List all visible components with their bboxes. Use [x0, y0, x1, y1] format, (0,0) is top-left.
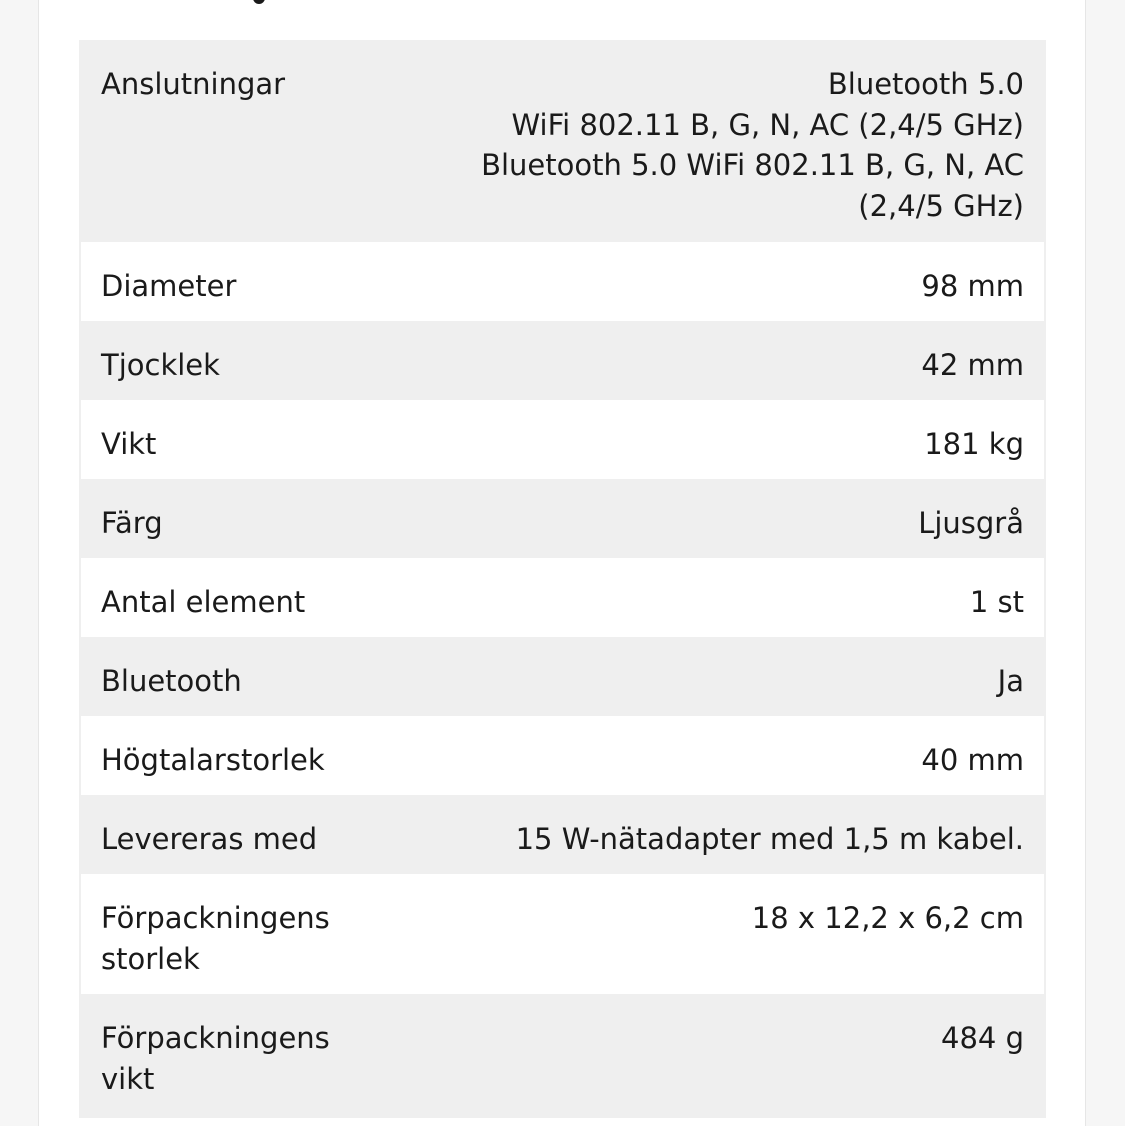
spec-row-anslutningar	[79, 40, 1046, 242]
heading-fragment	[253, 0, 265, 4]
spec-row-tjocklek	[79, 321, 1046, 400]
spec-label: Förpackningens vikt	[101, 1021, 330, 1096]
spec-label: Anslutningar	[101, 67, 286, 101]
spec-label: Vikt	[101, 427, 157, 461]
spec-label: Högtalarstorlek	[101, 743, 325, 777]
spec-value: 40 mm	[921, 743, 1024, 777]
spec-row-bluetooth	[79, 637, 1046, 716]
spec-row-vikt	[81, 400, 1044, 479]
spec-row-antal-element	[81, 558, 1044, 637]
spec-row-hogtalarstorlek	[81, 716, 1044, 795]
spec-row-forpackningens-storlek	[81, 874, 1044, 994]
spec-value: Bluetooth 5.0 WiFi 802.11 B, G, N, AC (2,4/5 GHz) Bluetooth 5.0 WiFi 802.11 B, G, N, AC (2,4/5 GHz)	[481, 67, 1024, 223]
spec-label: Bluetooth	[101, 664, 242, 698]
spec-value: 18 x 12,2 x 6,2 cm	[751, 901, 1024, 935]
spec-value: 1 st	[969, 585, 1024, 619]
spec-label: Förpackningens storlek	[101, 901, 330, 976]
spec-row-farg	[79, 479, 1046, 558]
spec-label: Levereras med	[101, 822, 318, 856]
spec-value: 98 mm	[921, 269, 1024, 303]
spec-value: 42 mm	[921, 348, 1024, 382]
spec-row-forpackningens-vikt	[79, 994, 1046, 1114]
spec-value: Ja	[997, 664, 1024, 698]
spec-label: Antal element	[101, 585, 306, 619]
spec-row-levereras-med	[79, 795, 1046, 874]
spec-value: 484 g	[941, 1021, 1024, 1055]
spec-value: 15 W-nätadapter med 1,5 m kabel.	[515, 822, 1024, 856]
spec-value: Ljusgrå	[918, 506, 1024, 540]
specifications-table	[79, 40, 1046, 1118]
spec-row-diameter	[81, 242, 1044, 321]
spec-label: Diameter	[101, 269, 237, 303]
spec-label: Tjocklek	[101, 348, 220, 382]
spec-value: 181 kg	[924, 427, 1024, 461]
spec-label: Färg	[101, 506, 163, 540]
